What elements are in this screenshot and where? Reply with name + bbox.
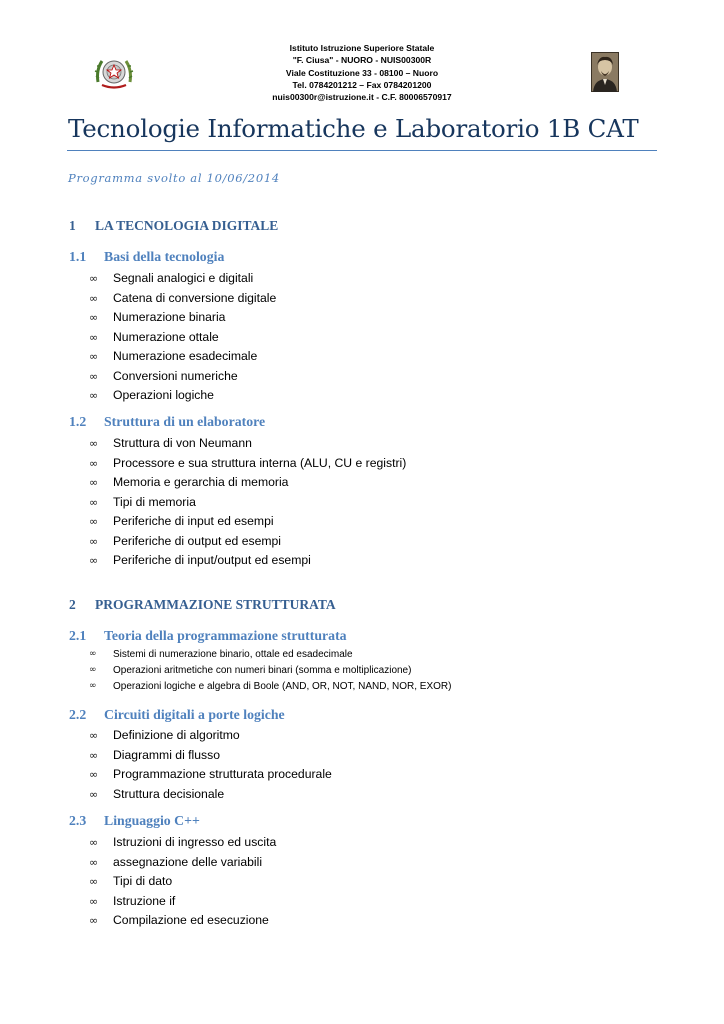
- subsection-number: 2.2: [69, 707, 87, 722]
- infinity-bullet-icon: ∞: [89, 311, 99, 324]
- infinity-bullet-icon: ∞: [89, 437, 99, 450]
- list-item-text: Compilazione ed esecuzione: [113, 913, 269, 927]
- list-item-text: Processore e sua struttura interna (ALU, CU e registri): [113, 455, 407, 470]
- list-item-text: Numerazione binaria: [113, 310, 226, 324]
- subsection-heading: [69, 628, 347, 644]
- header-line: nuis00300r@istruzione.it - C.F. 80006570917: [272, 92, 452, 103]
- infinity-bullet-icon: ∞: [89, 534, 99, 548]
- list-item-text: Operazioni logiche e algebra di Boole (AND, OR, NOT, NAND, NOR, EXOR): [113, 680, 452, 692]
- list-item-text: Istruzione if: [113, 893, 176, 908]
- infinity-bullet-icon: ∞: [89, 389, 99, 402]
- subsection-number: 2.3: [69, 813, 87, 828]
- infinity-bullet-icon: ∞: [89, 649, 97, 659]
- infinity-bullet-icon: ∞: [89, 330, 99, 344]
- list-item-text: Operazioni aritmetiche con numeri binari (somma e moltiplicazione): [113, 664, 412, 676]
- infinity-bullet-icon: ∞: [89, 914, 99, 927]
- italian-republic-emblem-icon: [94, 52, 134, 92]
- section-title: LA TECNOLOGIA DIGITALE: [95, 218, 279, 233]
- infinity-bullet-icon: ∞: [89, 554, 99, 567]
- portrait-photo-icon: [591, 52, 619, 92]
- list-item-text: Istruzioni di ingresso ed uscita: [113, 835, 277, 849]
- infinity-bullet-icon: ∞: [89, 272, 99, 285]
- infinity-bullet-icon: ∞: [89, 680, 97, 691]
- subsection-title: Struttura di un elaboratore: [104, 414, 266, 429]
- list-item-text: Programmazione strutturata procedurale: [113, 767, 332, 781]
- list-item-text: Sistemi di numerazione binario, ottale ed esadecimale: [113, 649, 353, 660]
- infinity-bullet-icon: ∞: [89, 729, 99, 742]
- list-item-text: Tipi di memoria: [113, 494, 196, 509]
- subsection-number: 2.1: [69, 628, 87, 643]
- infinity-bullet-icon: ∞: [89, 291, 99, 305]
- subsection-number: 1.1: [69, 249, 87, 264]
- header-line: Tel. 0784201212 – Fax 0784201200: [292, 79, 432, 90]
- infinity-bullet-icon: ∞: [89, 350, 99, 363]
- subsection-title: Basi della tecnologia: [104, 249, 225, 264]
- subsection-number: 1.2: [69, 414, 87, 429]
- list-item-text: Definizione di algoritmo: [113, 728, 240, 742]
- header-line: Viale Costituzione 33 - 08100 – Nuoro: [285, 67, 439, 78]
- header-line: "F. Ciusa" - NUORO - NUIS00300R: [292, 55, 432, 66]
- infinity-bullet-icon: ∞: [89, 787, 99, 801]
- list-item-text: Tipi di dato: [113, 874, 173, 888]
- list-item-text: Struttura decisionale: [113, 786, 225, 801]
- list-item-text: Struttura di von Neumann: [113, 436, 252, 450]
- page-title: Tecnologie Informatiche e Laboratorio 1B CAT: [68, 114, 639, 143]
- infinity-bullet-icon: ∞: [89, 855, 99, 869]
- header-line: Istituto Istruzione Superiore Statale: [289, 43, 435, 53]
- title-divider: [67, 150, 657, 151]
- subsection-title: Linguaggio C++: [104, 813, 200, 828]
- infinity-bullet-icon: ∞: [89, 495, 99, 509]
- subsection-heading: [69, 813, 200, 829]
- subsection-heading: [69, 414, 265, 430]
- section-heading: [69, 597, 336, 613]
- section-number: 2: [69, 597, 76, 612]
- infinity-bullet-icon: ∞: [89, 456, 99, 470]
- list-item-text: Diagrammi di flusso: [113, 747, 221, 762]
- infinity-bullet-icon: ∞: [89, 476, 99, 489]
- list-item-text: Periferiche di input ed esempi: [113, 514, 274, 528]
- subsection-title: Circuiti digitali a porte logiche: [104, 707, 285, 722]
- infinity-bullet-icon: ∞: [89, 369, 99, 383]
- list-item-text: Catena di conversione digitale: [113, 290, 277, 305]
- section-number: 1: [69, 218, 76, 233]
- infinity-bullet-icon: ∞: [89, 748, 99, 762]
- list-item-text: Numerazione ottale: [113, 329, 219, 344]
- list-item-text: Operazioni logiche: [113, 388, 214, 402]
- infinity-bullet-icon: ∞: [89, 515, 99, 528]
- infinity-bullet-icon: ∞: [89, 768, 99, 781]
- subsection-heading: [69, 707, 285, 723]
- infinity-bullet-icon: ∞: [89, 875, 99, 888]
- list-item-text: Numerazione esadecimale: [113, 349, 258, 363]
- infinity-bullet-icon: ∞: [89, 836, 99, 849]
- infinity-bullet-icon: ∞: [89, 894, 99, 908]
- subsection-title: Teoria della programmazione strutturata: [104, 628, 347, 643]
- list-item-text: assegnazione delle variabili: [113, 854, 263, 869]
- section-title: PROGRAMMAZIONE STRUTTURATA: [95, 597, 336, 612]
- list-item-text: Segnali analogici e digitali: [113, 271, 254, 285]
- list-item-text: Periferiche di input/output ed esempi: [113, 553, 311, 567]
- infinity-bullet-icon: ∞: [89, 664, 97, 675]
- section-heading: [69, 218, 278, 234]
- list-item-text: Memoria e gerarchia di memoria: [113, 475, 289, 489]
- list-item-text: Conversioni numeriche: [113, 368, 238, 383]
- list-item-text: Periferiche di output ed esempi: [113, 533, 282, 548]
- page-subtitle: Programma svolto al 10/06/2014: [68, 171, 280, 185]
- subsection-heading: [69, 249, 224, 265]
